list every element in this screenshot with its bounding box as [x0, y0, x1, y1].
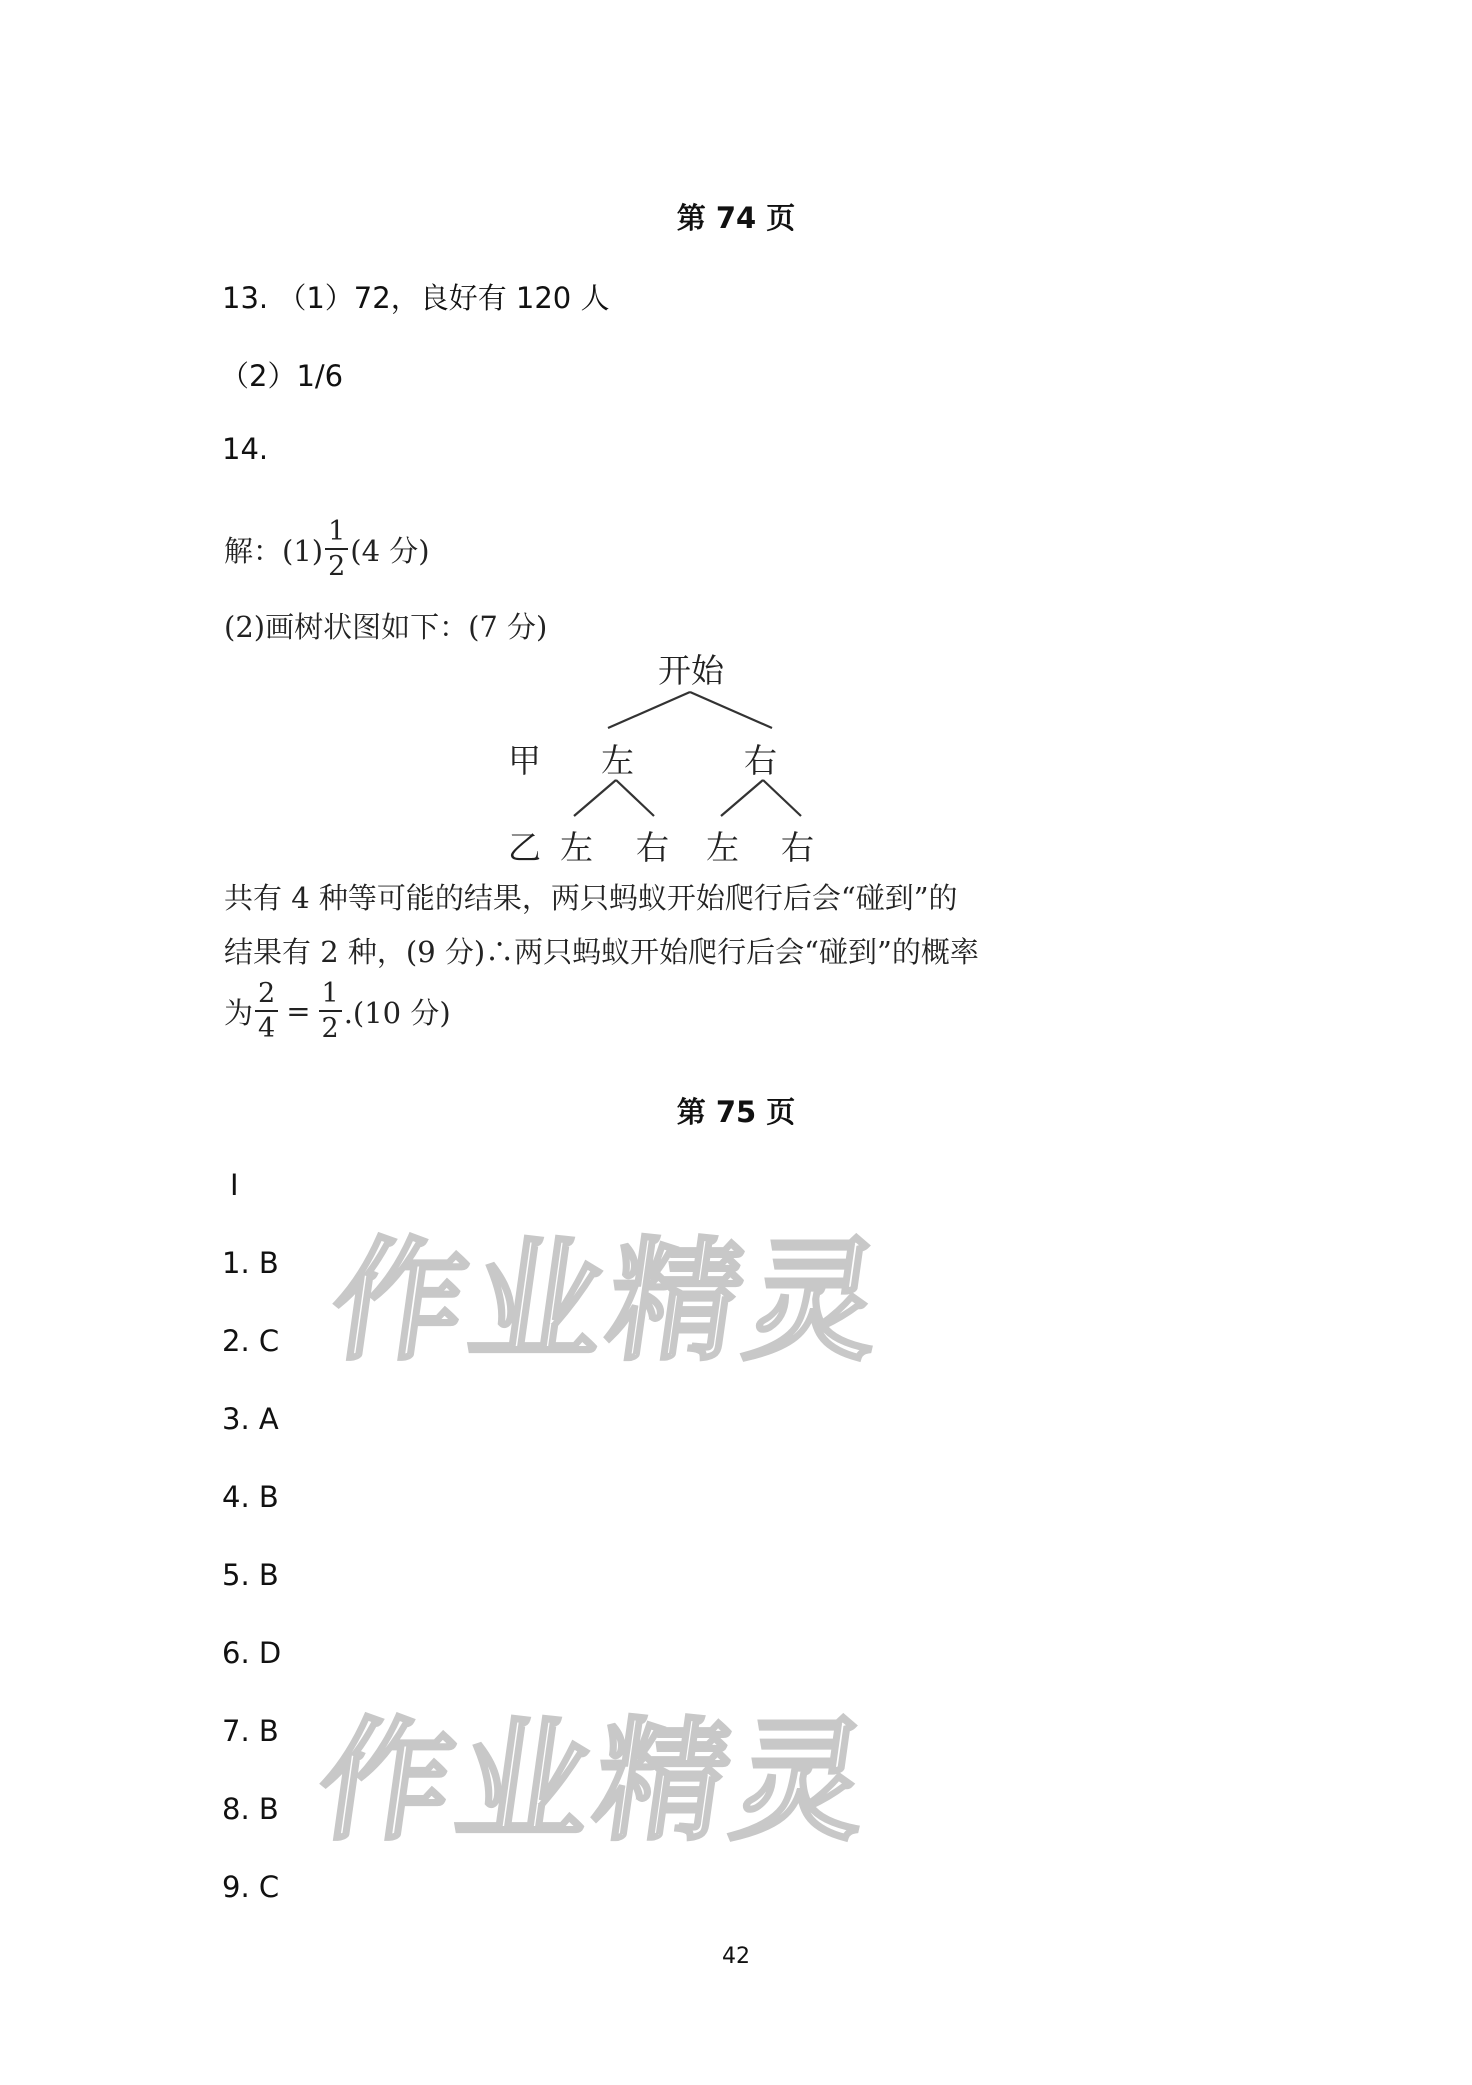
fraction-denominator: 2 — [321, 1013, 339, 1044]
section-marker: I — [230, 1168, 239, 1202]
q14-conclusion-line2: 结果有 2 种，(9 分)∴两只蚂蚁开始爬行后会“碰到”的概率 — [224, 935, 979, 969]
watermark-bottom: 作业精灵 — [309, 1705, 884, 1859]
answer-item: 4. B — [222, 1480, 279, 1514]
tree-edge-left-leaf1 — [574, 780, 616, 816]
tree-edge-root-right — [690, 692, 772, 728]
q14-conclusion-line3 — [224, 980, 451, 1042]
fraction-two-fourths — [255, 980, 278, 1042]
answer-item: 9. C — [222, 1870, 280, 1904]
tree-leaf-1: 左 — [560, 828, 593, 867]
answer-item: 7. B — [222, 1714, 279, 1748]
answer-item: 2. C — [222, 1324, 280, 1358]
tree-leaf-2: 右 — [636, 828, 669, 867]
q13-part2: （2）1/6 — [220, 359, 344, 393]
fraction-numerator: 2 — [255, 980, 278, 1012]
answer-item: 5. B — [222, 1558, 279, 1592]
q14-number: 14. — [222, 432, 269, 466]
answer-item: 1. B — [222, 1246, 279, 1280]
tree-level2-label: 乙 — [508, 828, 541, 867]
answer-item: 8. B — [222, 1792, 279, 1826]
page-heading-75: 第 75 页 — [676, 1095, 796, 1129]
tree-edge-right-leaf4 — [763, 780, 801, 816]
q14-solution-part2: (2)画树状图如下：(7 分) — [224, 610, 548, 644]
fraction-denominator: 4 — [258, 1013, 276, 1044]
q14-conclusion-line1: 共有 4 种等可能的结果，两只蚂蚁开始爬行后会“碰到”的 — [224, 881, 958, 915]
tree-diagram-lines — [0, 0, 1472, 900]
conclusion-prefix: 为 — [224, 995, 254, 1030]
fraction-denominator: 2 — [328, 551, 346, 582]
q14-sol1-suffix: (4 分) — [350, 533, 430, 568]
tree-root: 开始 — [658, 651, 724, 690]
tree-leaf-3: 左 — [706, 828, 739, 867]
equals-sign: = — [286, 994, 311, 1028]
fraction-one-half — [319, 980, 342, 1042]
tree-level1-label: 甲 — [508, 741, 541, 780]
fraction-numerator: 1 — [325, 518, 348, 550]
answer-item: 3. A — [222, 1402, 279, 1436]
page-number: 42 — [722, 1944, 750, 1969]
q13-part1: 13. （1）72，良好有 120 人 — [222, 281, 610, 315]
q14-sol1-prefix: 解：(1) — [224, 533, 324, 568]
watermark-top: 作业精灵 — [322, 1225, 897, 1379]
page-heading-74: 第 74 页 — [676, 201, 796, 235]
tree-edge-left-leaf2 — [616, 780, 654, 816]
conclusion-suffix: .(10 分) — [343, 995, 451, 1030]
tree-edge-root-left — [608, 692, 690, 728]
tree-level1-right: 右 — [744, 741, 777, 780]
tree-level1-left: 左 — [601, 741, 634, 780]
tree-leaf-4: 右 — [781, 828, 814, 867]
tree-edge-right-leaf3 — [721, 780, 763, 816]
answer-item: 6. D — [222, 1636, 282, 1670]
fraction-numerator: 1 — [319, 980, 342, 1012]
